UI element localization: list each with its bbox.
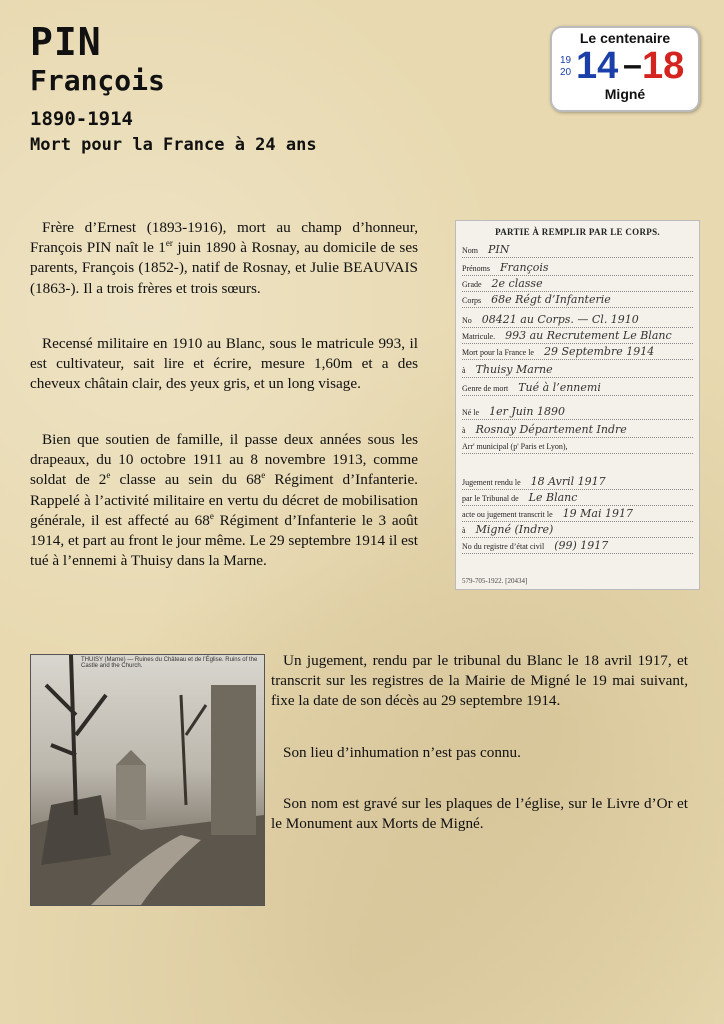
record-value: François — [500, 261, 549, 274]
record-value: 19 Mai 1917 — [562, 507, 633, 520]
record-row — [462, 491, 693, 506]
logo-right-number: 18 — [642, 45, 685, 87]
superscript: e — [106, 470, 111, 481]
record-label: à — [462, 426, 466, 435]
record-row — [462, 475, 693, 490]
record-row — [462, 313, 693, 328]
record-label: Nom — [462, 246, 478, 255]
logo-numbers — [552, 46, 698, 86]
record-label: No du registre d’état civil — [462, 542, 545, 551]
paragraph-text: juin 1890 à Rosnay, au domicile de ses parents, François (1852-), natif de Rosnay, et Julie BEAUVAIS (1863-). Il a trois frères et trois sœurs. — [30, 239, 418, 297]
record-label: à — [462, 366, 466, 375]
superscript: er — [165, 238, 173, 249]
record-row — [462, 261, 693, 276]
logo-dash: – — [623, 46, 642, 84]
record-value: Migné (Indre) — [475, 523, 554, 536]
logo-top-text: Le centenaire — [579, 30, 671, 46]
record-label: Arr' municipal (p' Paris et Lyon), — [462, 442, 568, 451]
record-row — [462, 329, 693, 344]
record-row — [462, 523, 693, 538]
paragraph-text: Bien que soutien de famille, il passe deux années sous les drapeaux, du 10 octobre 1911 au 8 novembre 1913, comme soldat de 2 — [30, 431, 418, 489]
record-row — [462, 381, 693, 396]
record-heading: PARTIE À REMPLIR PAR LE CORPS. — [495, 227, 660, 237]
record-value: Thuisy Marne — [475, 363, 553, 376]
record-label: à — [462, 526, 466, 535]
record-row — [462, 345, 693, 360]
record-value: 29 Septembre 1914 — [543, 345, 655, 358]
paragraph-text: Frère d’Ernest (1893-1916), mort au champ d’honneur, François PIN naît le 1 — [30, 219, 418, 257]
record-row — [462, 405, 693, 420]
record-label: acte ou jugement transcrit le — [462, 510, 553, 519]
paragraph-text: Régiment d’Infanterie le 3 août 1914, et part au front le jour même. Le 29 septembre 1914 il est tué à l’ennemi à Thuisy dans la Marne. — [30, 511, 418, 570]
record-value: Le Blanc — [528, 491, 578, 504]
record-value: 2e classe — [491, 277, 543, 290]
record-label: Matricule. — [462, 332, 496, 341]
record-label: Genre de mort — [462, 384, 509, 393]
record-value: Rosnay Département Indre — [475, 423, 627, 436]
paragraph-text: classe au sein du 68 — [110, 471, 262, 489]
superscript: e — [209, 510, 214, 521]
photo-caption: THUISY (Marne) — Ruines du Château et de l’Église. Ruins of the Castle and the Church. — [81, 657, 258, 669]
ruins-illustration — [31, 655, 264, 905]
record-label: No — [462, 316, 472, 325]
record-value: PIN — [488, 243, 510, 256]
record-label: par le Tribunal de — [462, 494, 519, 503]
paragraph-text: Régiment d’Infanterie. Rappelé à l’activité militaire en vertu du décret de mobilisation générale, il est affecté au 68 — [30, 471, 418, 529]
record-footer: 579-705-1922. [20434] — [462, 577, 528, 585]
record-label: Jugement rendu le — [462, 478, 521, 487]
thuisy-ruins-photo — [30, 654, 265, 906]
paragraph-service — [30, 430, 418, 571]
record-label: Mort pour la France le — [462, 348, 534, 357]
centenaire-logo — [550, 26, 700, 112]
record-row — [462, 423, 693, 438]
logo-small-top: 19 — [560, 55, 572, 66]
record-value: 1er Juin 1890 — [489, 405, 565, 418]
paragraph-family — [30, 218, 418, 299]
logo-bottom-text: Migné — [604, 86, 646, 102]
subtitle: Mort pour la France à 24 ans — [30, 135, 317, 155]
record-value: 993 au Recrutement Le Blanc — [505, 329, 672, 342]
paragraph-census: Recensé militaire en 1910 au Blanc, sous le matricule 993, il est cultivateur, sait lire et écrire, mesure 1,60m et a des cheveux châtain clair, des yeux gris, et un long visage. — [30, 335, 418, 393]
record-value: 08421 au Corps. — Cl. 1910 — [481, 313, 639, 326]
life-dates: 1890-1914 — [30, 108, 133, 130]
military-record-card — [455, 220, 700, 590]
record-row — [462, 277, 693, 292]
record-value: 18 Avril 1917 — [530, 475, 606, 488]
logo-small-bottom: 20 — [560, 67, 572, 78]
record-label: Grade — [462, 280, 482, 289]
record-row — [462, 363, 693, 378]
record-label: Prénoms — [462, 264, 490, 273]
record-row — [462, 439, 693, 454]
record-value: 68e Régt d’Infanterie — [491, 293, 611, 306]
paragraph-burial: Son lieu d’inhumation n’est pas connu. — [283, 744, 521, 761]
record-value: Tué à l’ennemi — [518, 381, 601, 394]
record-value: (99) 1917 — [554, 539, 609, 552]
paragraph-judgment: Un jugement, rendu par le tribunal du Blanc le 18 avril 1917, et transcrit sur les registres de la Mairie de Migné le 19 mai suivant, fixe la date de son décès au 29 septembre 1914. — [271, 652, 688, 710]
last-name: PIN — [30, 20, 102, 64]
record-label: Corps — [462, 296, 482, 305]
header — [30, 22, 317, 158]
record-row — [462, 507, 693, 522]
first-name: François — [30, 64, 165, 97]
logo-left-number: 14 — [576, 45, 619, 87]
record-row — [462, 293, 693, 308]
superscript: e — [261, 470, 266, 481]
record-label: Né le — [462, 408, 480, 417]
record-row — [462, 243, 693, 258]
paragraph-memorial: Son nom est gravé sur les plaques de l’église, sur le Livre d’Or et le Monument aux Morts de Migné. — [271, 795, 688, 833]
record-row — [462, 539, 693, 554]
